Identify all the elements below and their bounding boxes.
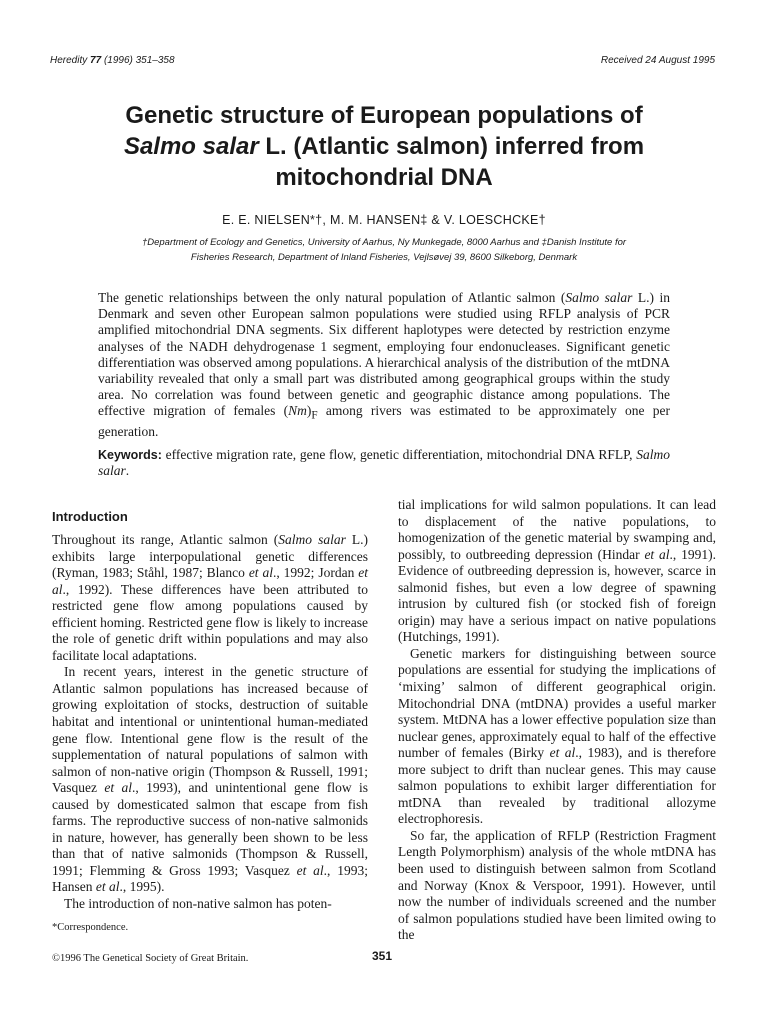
text: Throughout its range, Atlantic salmon ( [52,532,279,547]
paragraph [398,646,716,828]
journal-volume: 77 [90,55,102,66]
title-species: Salmo salar [123,133,259,160]
paper-title [60,100,708,193]
text: ., 1993; Hansen [52,862,368,895]
affiliation-line-1: †Department of Ecology and Genetics, University of Aarhus, Ny Munkegade, 8000 Aarhus and ‡Danish Institute for [141,237,627,248]
abstract-species: Salmo salar [565,290,633,305]
text: ., 1995). [119,879,165,895]
author-list: E. E. NIELSEN*†, M. M. HANSEN‡ & V. LOESCHCKE† [222,213,546,227]
abstract-subscript: F [311,410,318,423]
paragraph: The introduction of non-native salmon has poten- [64,896,332,912]
et-al: et al [248,565,273,581]
keywords-species: Salmo salar [98,447,670,479]
keywords-end: . [125,463,130,479]
copyright: ©1996 The Genetical Society of Great Britain. [52,953,249,964]
abstract-text-4: among rivers was estimated to be approximately one per generation. [98,403,670,440]
text: ., 1983), and is therefore more subject to drift than nuclear genes. This may cause salmon populations to exhibit larger differentiation for mtDNA than revealed by traditional allozyme electrophoresis. [398,745,716,827]
text: ., 1992; Jordan [272,565,359,581]
paragraph [398,497,716,646]
et-al: et al [644,546,670,562]
keywords-label: Keywords: [98,448,162,462]
abstract-text-3: ) [306,403,312,419]
abstract-text-1: The genetic relationships between the only natural population of Atlantic salmon ( [98,290,566,305]
paragraph: So far, the application of RFLP (Restriction Fragment Length Polymorphism) analysis of the whole mtDNA has been used to distinguish between salmon from Scotland and Norway (Knox & Verspoor, 1991). However, until now the number of individuals screened and the number of salmon populations studied have been limited owing to the [398,827,716,943]
journal-name: Heredity [50,55,88,66]
species-name: Salmo salar [278,532,346,547]
et-al: et al [549,745,576,761]
left-column [52,532,368,913]
journal-year-pages: (1996) 351–358 [103,55,175,66]
et-al: et al [95,879,120,895]
right-column [398,497,716,944]
keywords [98,447,670,479]
et-al: et al [104,780,133,796]
text: tial implications for wild salmon populations. It can lead to displacement of the native populations, to homogenization of the genetic material by swamping and, possibly, to outbreeding depression (Hindar [398,497,716,562]
abstract-text-2: L.) in Denmark and seven other European salmon populations were studied using RFLP analysis of PCR amplified mitochondrial DNA segments. Six different haplotypes were detected by restriction enzyme analyses of the NADH dehydrogenase 1 segment, employing four endonucleases. Significant genetic differentiation was observed among populations. A hierarchical analysis of the distribution of the mtDNA variability revealed that only a small part was distributed among geographical groups within the study area. No correlation was found between genetic and geographic distance among populations. The effective migration of females ( [98,290,670,419]
journal-citation [50,55,175,66]
paragraph [52,532,368,664]
abstract [98,290,670,441]
title-line-3: mitochondrial DNA [275,164,493,191]
affiliation-line-2: Fisheries Research, Department of Inland Fisheries, Vejlsøvej 39, 8600 Silkeborg, Denmark [190,252,578,263]
footnote-correspondence: *Correspondence. [52,922,129,933]
text: L.) exhibits large interpopulational genetic differences (Ryman, 1983; Ståhl, 1987; Blanco [52,532,368,581]
text: Genetic markers for distinguishing between source populations are essential for studying the implications of ‘mixing’ salmon of different geographical origin. Mitochondrial DNA (mtDNA) provides a useful marker system. MtDNA has a lower effective population size than nuclear genes, approximately equal to half of the effective number of females (Birky [398,645,716,761]
et-al: et al [52,565,368,597]
text: ., 1993), and unintentional gene flow is caused by domesticated salmon that escape from fish farms. The reproductive success of non-native salmonids in nature, however, has generally been shown to be less than that of native salmonids (Thompson & Russell, 1991; Flemming & Gross 1993; Vasquez [52,780,368,878]
abstract-nm: Nm [288,403,307,419]
received-date: Received 24 August 1995 [600,55,715,66]
text: ., 1992). These differences have been attributed to restricted gene flow among populations caused by efficient homing. Restricted gene flow is likely to increase the role of genetic drift within populations and may also facilitate local adaptations. [52,581,368,663]
title-line-2 [60,131,708,162]
paragraph [52,664,368,896]
title-line-2-rest: L. (Atlantic salmon) inferred from [258,133,645,160]
text: In recent years, interest in the genetic structure of Atlantic salmon populations has increased because of growing exploitation of stocks, destruction of suitable habitat and intentional or unintentional human-mediated gene flow. Intentional gene flow is the result of the supplementation of natural populations of salmon with salmon of non-native origin (Thompson & Russell, 1991; Vasquez [52,664,368,796]
affiliations [90,235,678,265]
page-number: 351 [372,949,393,963]
title-line-1: Genetic structure of European populations of [125,102,643,129]
keywords-text: effective migration rate, gene flow, genetic differentiation, mitochondrial DNA RFLP, [161,447,637,462]
text: ., 1991). Evidence of outbreeding depression is, however, scarce in salmonid fishes, but even a low degree of spawning intrusion by cultured fish (or stocked fish of foreign origin) may have a serious impact on native populations (Hutchings, 1991). [398,546,716,645]
section-heading-introduction: Introduction [52,509,128,524]
et-al: et al [296,862,324,878]
